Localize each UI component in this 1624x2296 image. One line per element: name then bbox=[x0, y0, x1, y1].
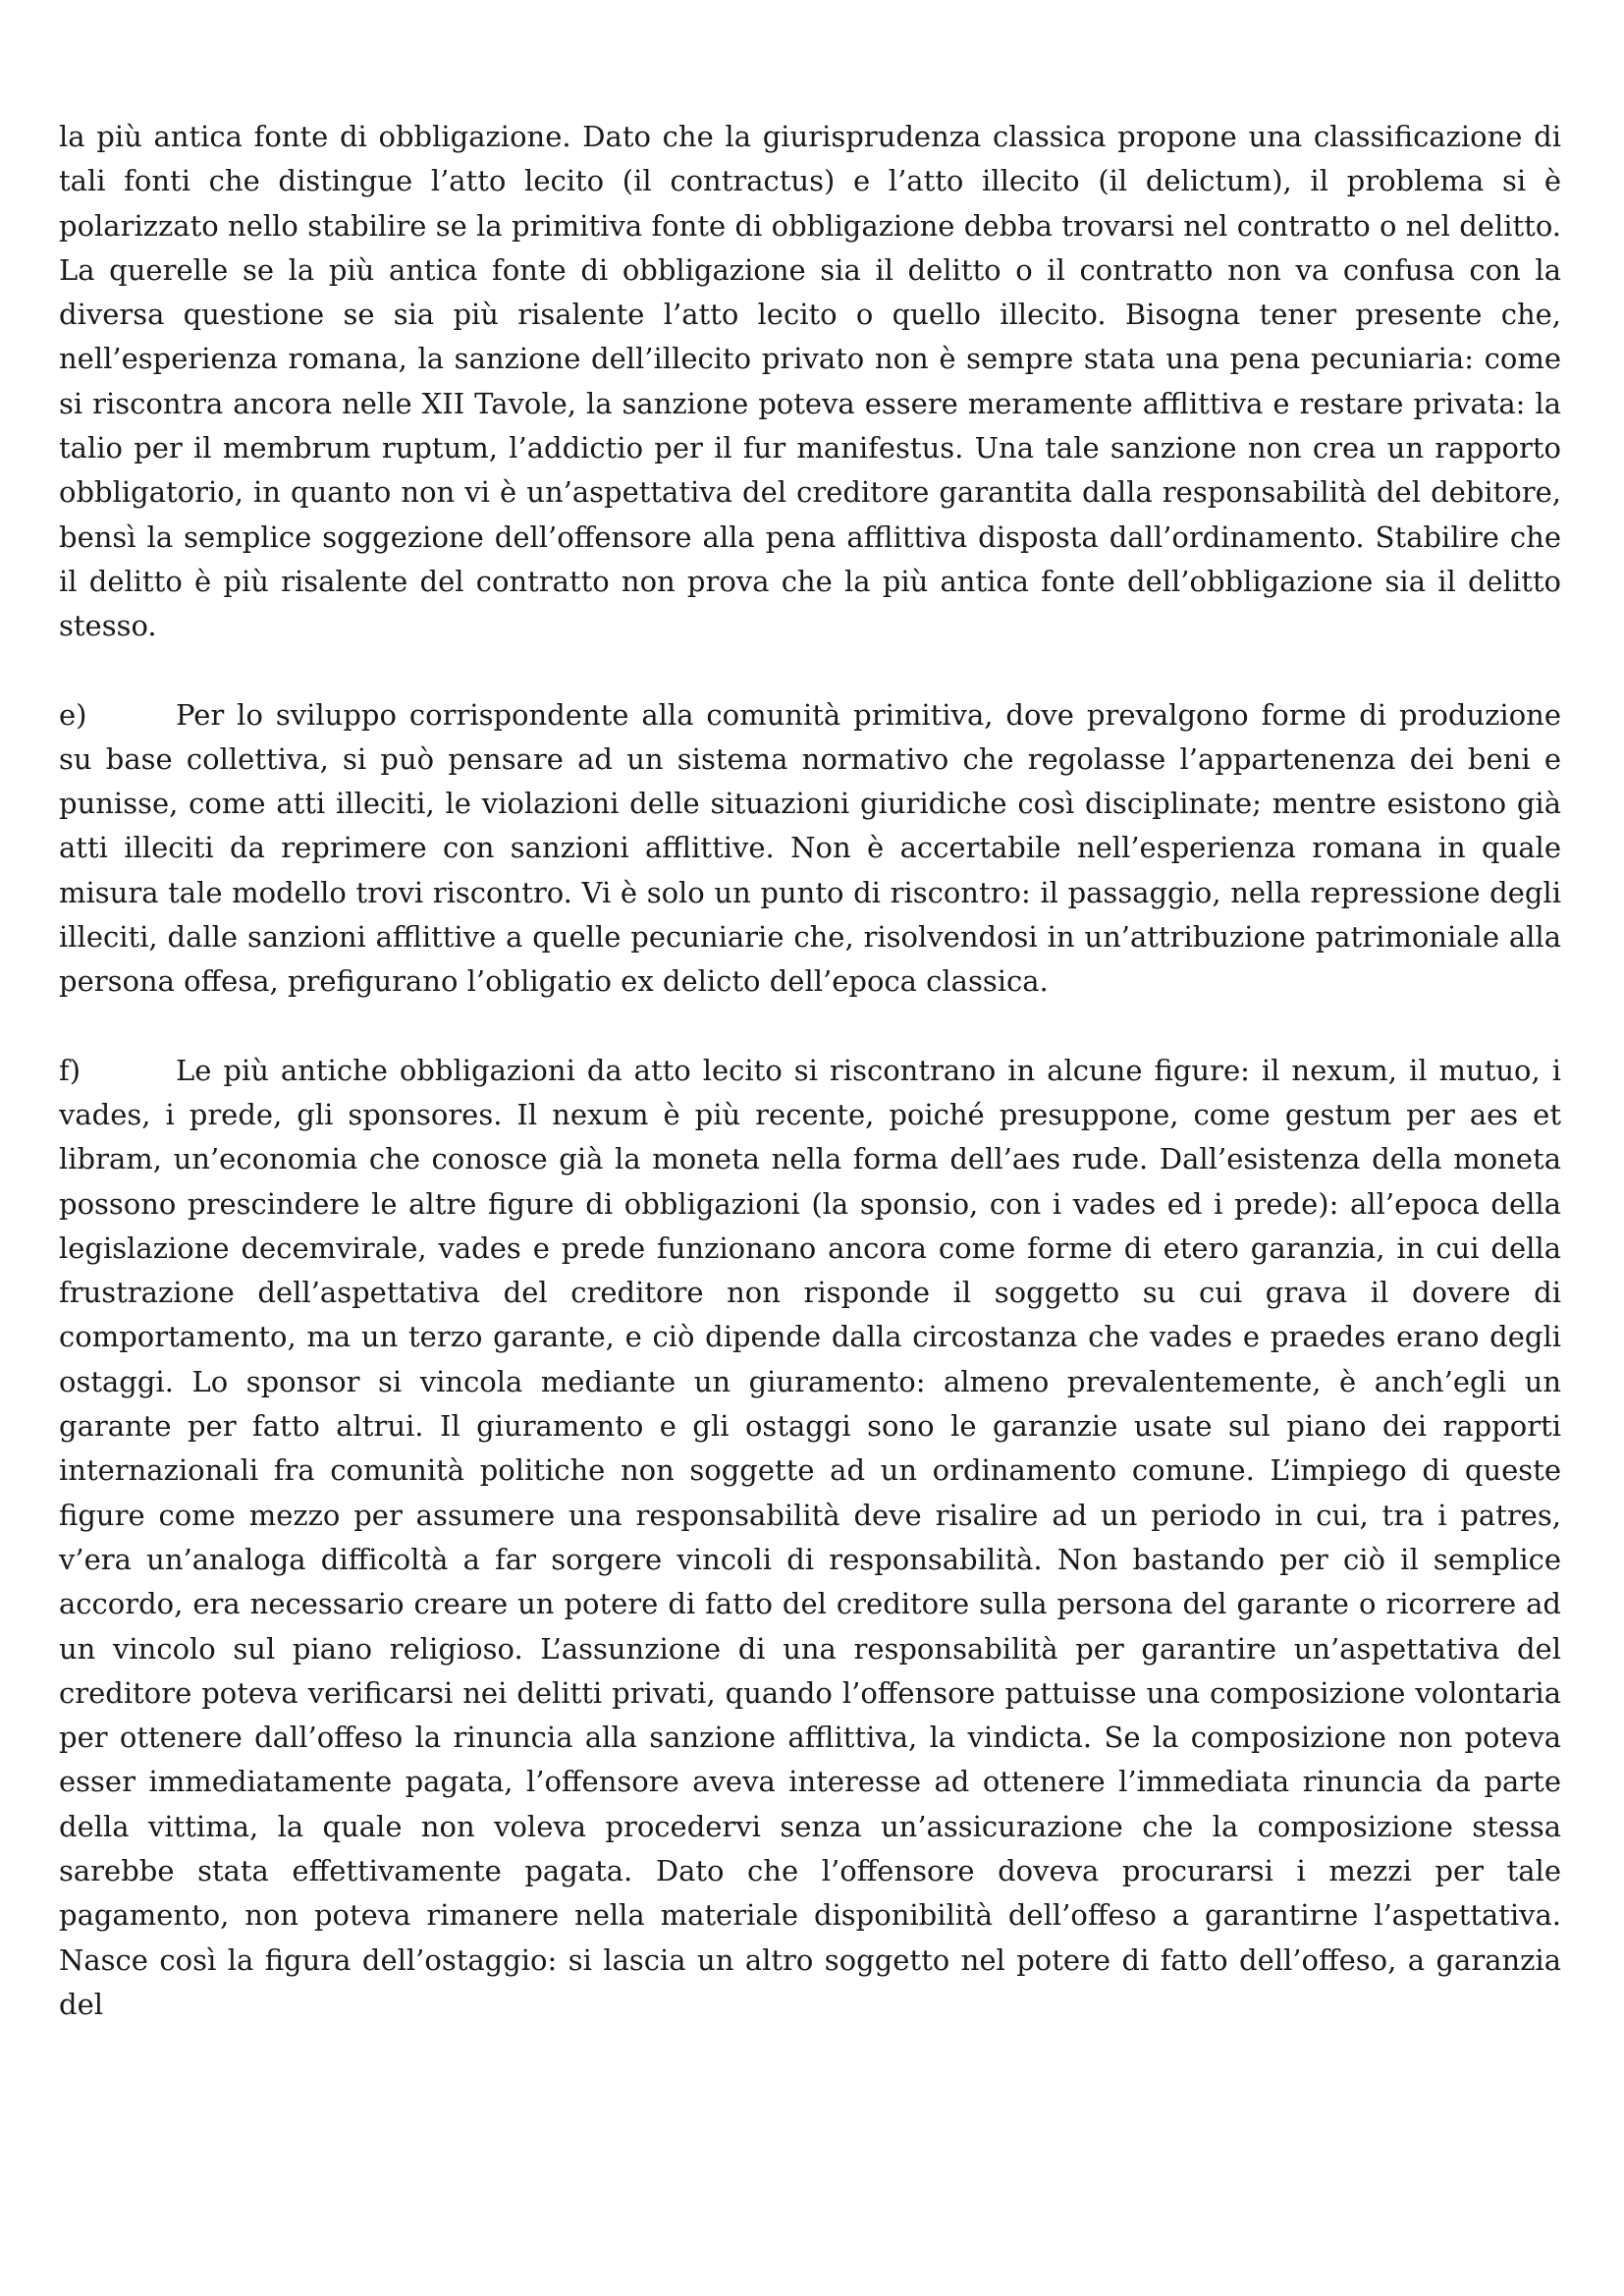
paragraph-text: Per lo sviluppo corrispondente alla comunità primitiva, dove prevalgono forme di produzione su base collettiva, si può pensare ad un sistema normativo che regolasse l’appartenenza dei beni e punisse, come atti illeciti, le violazioni delle situazioni giuridiche così disciplinate; mentre esistono già atti illeciti da reprimere con sanzioni afflittive. Non è accertabile nell’esperienza romana in quale misura tale modello trovi riscontro. Vi è solo un punto di riscontro: il passaggio, nella repressione degli illeciti, dalle sanzioni afflittive a quelle pecuniarie che, risolvendosi in un’attribuzione patrimoniale alla persona offesa, prefigurano l’obligatio ex delicto dell’epoca classica. bbox=[59, 697, 1561, 999]
paragraph-e bbox=[59, 693, 1561, 1005]
paragraph-text: Le più antiche obbligazioni da atto lecito si riscontrano in alcune figure: il nexum, il mutuo, i vades, i prede, gli sponsores. Il nexum è più recente, poiché presuppone, come gestum per aes et libram, un’economia che conosce già la moneta nella forma dell’aes rude. Dall’esistenza della moneta possono prescindere le altre figure di obbligazioni (la sponsio, con i vades ed i prede): all’epoca della legislazione decemvirale, vades e prede funzionano ancora come forme di etero garanzia, in cui della frustrazione dell’aspettativa del creditore non risponde il soggetto su cui grava il dovere di comportamento, ma un terzo garante, e ciò dipende dalla circostanza che vades e praedes erano degli ostaggi. Lo sponsor si vincola mediante un giuramento: almeno prevalentemente, è anch’egli un garante per fatto altrui. Il giuramento e gli ostaggi sono le garanzie usate sul piano dei rapporti internazionali fra comunità politiche non soggette ad un ordinamento comune. L’impiego di queste figure come mezzo per assumere una responsabilità deve risalire ad un periodo in cui, tra i patres, v’era un’analoga difficoltà a far sorgere vincoli di responsabilità. Non bastando per ciò il semplice accordo, era necessario creare un potere di fatto del creditore sulla persona del garante o ricorrere ad un vincolo sul piano religioso. L’assunzione di una responsabilità per garantire un’aspettativa del creditore poteva verificarsi nei delitti privati, quando l’offensore pattuisse una composizione volontaria per ottenere dall’offeso la rinuncia alla sanzione afflittiva, la vindicta. Se la composizione non poteva esser immediatamente pagata, l’offensore aveva interesse ad ottenere l’immediata rinuncia da parte della vittima, la quale non voleva procedervi senza un’assicurazione che la composizione stessa sarebbe stata effettivamente pagata. Dato che l’offensore doveva procurarsi i mezzi per tale pagamento, non poteva rimanere nella materiale disponibilità dell’offeso a garantirne l’aspettativa. Nasce così la figura dell’ostaggio: si lascia un altro soggetto nel potere di fatto dell’offeso, a garanzia del bbox=[59, 1053, 1561, 2021]
paragraph-text: la più antica fonte di obbligazione. Dato che la giurisprudenza classica propone una classificazione di tali fonti che distingue l’atto lecito (il contractus) e l’atto illecito (il delictum), il problema si è polarizzato nello stabilire se la primitiva fonte di obbligazione debba trovarsi nel contratto o nel delitto. La querelle se la più antica fonte di obbligazione sia il delitto o il contratto non va confusa con la diversa questione se sia più risalente l’atto lecito o quello illecito. Bisogna tener presente che, nell’esperienza romana, la sanzione dell’illecito privato non è sempre stata una pena pecuniaria: come si riscontra ancora nelle XII Tavole, la sanzione poteva essere meramente afflittiva e restare privata: la talio per il membrum ruptum, l’addictio per il fur manifestus. Una tale sanzione non crea un rapporto obbligatorio, in quanto non vi è un’aspettativa del creditore garantita dalla responsabilità del debitore, bensì la semplice soggezione dell’offensore alla pena afflittiva disposta dall’ordinamento. Stabilire che il delitto è più risalente del contratto non prova che la più antica fonte dell’obbligazione sia il delitto stesso. bbox=[59, 120, 1561, 643]
document-page bbox=[59, 115, 1561, 2027]
paragraph-marker: f) bbox=[59, 1053, 81, 1087]
paragraph-f bbox=[59, 1049, 1561, 2028]
paragraph-marker: e) bbox=[59, 697, 87, 732]
paragraph-continuation bbox=[59, 115, 1561, 649]
